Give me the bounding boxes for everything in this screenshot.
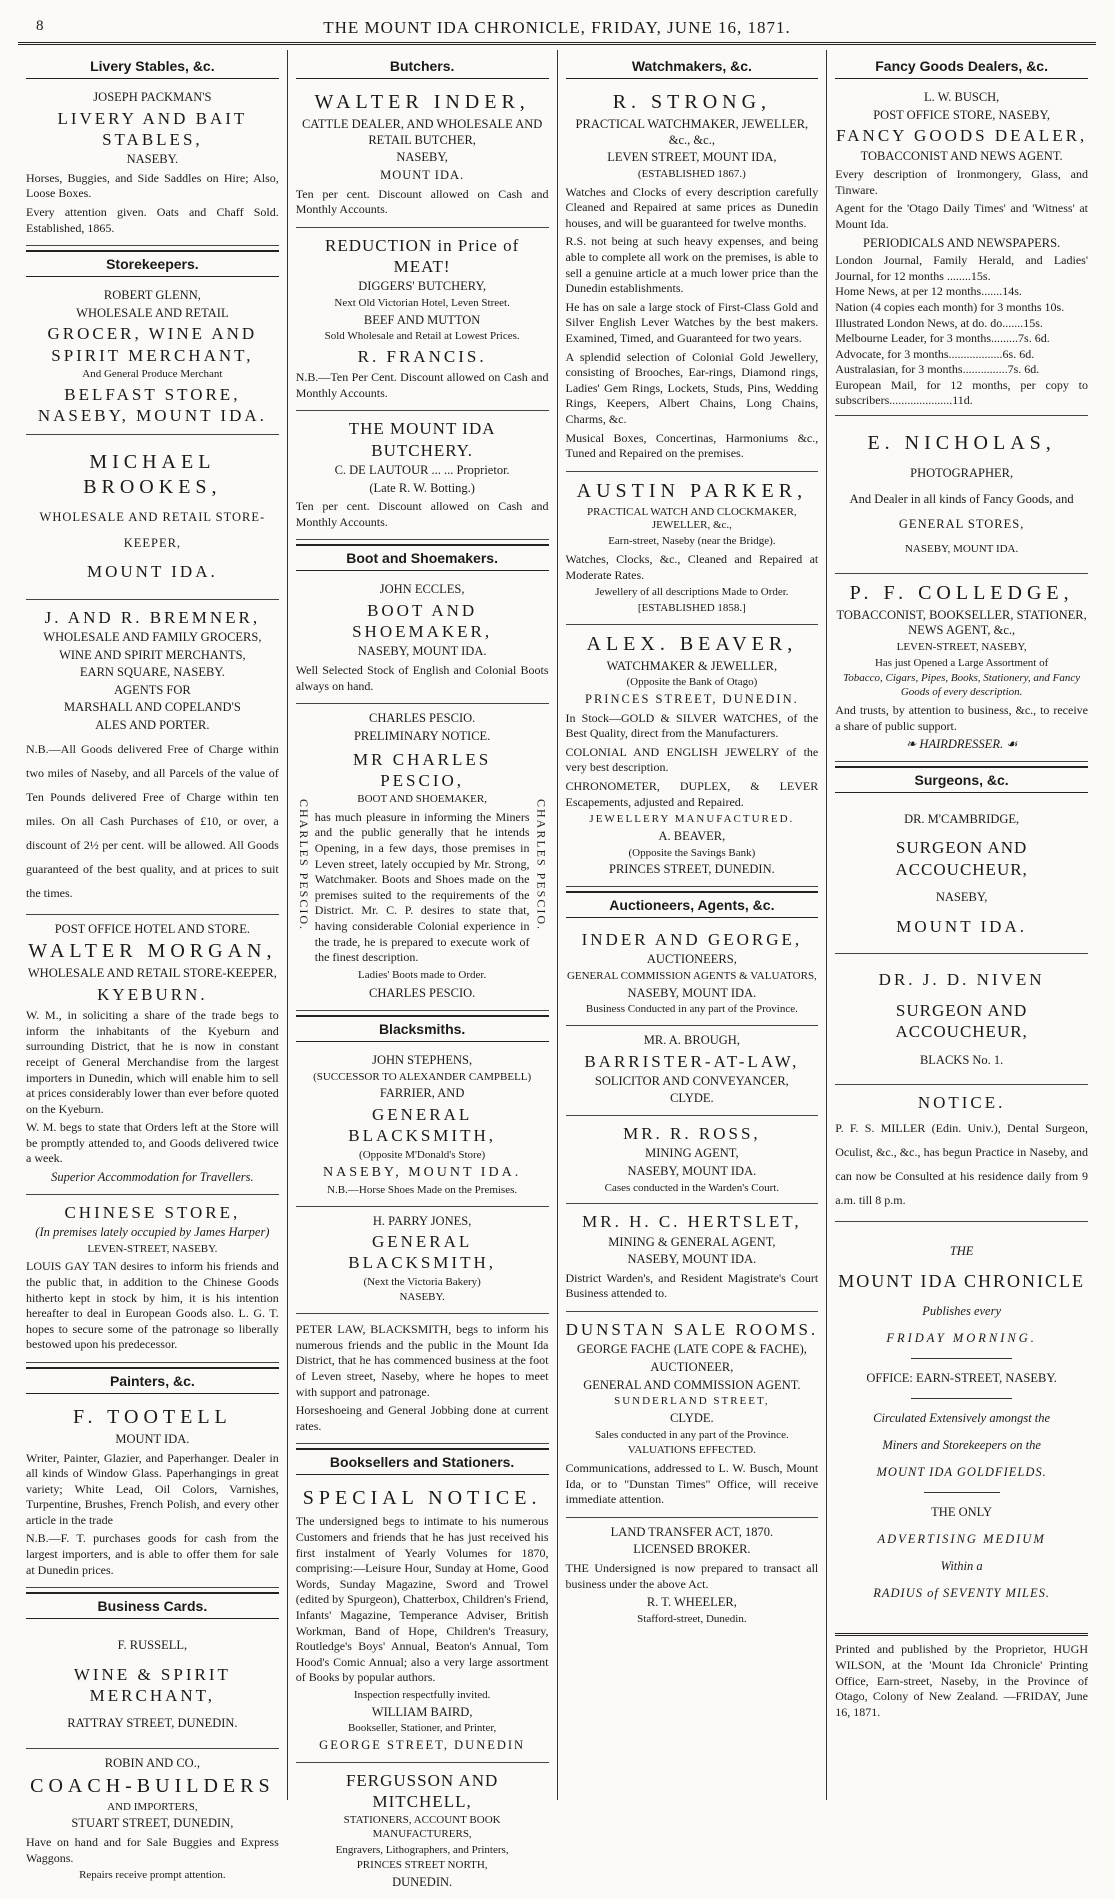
ad-inder-george (566, 922, 819, 1026)
ad-sub: HAIRDRESSER. (919, 737, 1004, 752)
ad-mount-ida-butchery (296, 411, 549, 540)
ad-sub: (ESTABLISHED 1867.) (637, 167, 746, 180)
section-header-boot: Boot and Shoemakers. (296, 544, 549, 571)
ad-sub: FARRIER, AND (379, 1086, 465, 1101)
ad-name: FERGUSSON AND MITCHELL, (345, 1770, 499, 1811)
ad-body: The undersigned begs to intimate to his numerous Customers and friends that he has just received his first instalment of Yearly Volumes for 1870, comprising:—Leisure Hour, Sunday at Home, Good Words, Sunday Magazine, Sword and Trowel (edited by Spurgeon), Chatterbox, Children's Friend, Infants' Magazine, Temperance Adviser, British Workman, Band of Hope, Children's Treasury, Routledge's Boys' Annual, Beaton's Annual, Tom Hood's Comic Annual; also a very large assortment of Books by popular authors. (295, 1514, 549, 1685)
ad-body: Every description of Ironmongery, Glass, and Tinware. (835, 167, 1088, 197)
chronicle-masthead-ad (835, 1222, 1088, 1623)
ad-place: NASEBY, (396, 150, 448, 165)
ad-body: Sales conducted in any part of the Province. (595, 1428, 789, 1441)
ad-name: ROBIN AND CO., (104, 1756, 200, 1770)
ad-body: Have on hand and for Sale Buggies and Express Waggons. (26, 1835, 279, 1865)
ad-sub: BOOT AND SHOEMAKER, (357, 793, 487, 805)
ad-robin (26, 1749, 279, 1891)
ad-sub: Within a (940, 1559, 983, 1574)
ad-sub: TOBACCONIST AND NEWS AGENT. (860, 148, 1063, 163)
ad-name: ALEX. BEAVER, (586, 632, 798, 655)
periodicals-list (835, 253, 1088, 409)
periodical-item: Nation (4 copies each month) for 3 months 10s. (835, 299, 1065, 314)
ad-title: WHOLESALE AND FAMILY GROCERS, (43, 629, 262, 644)
ad-sub: POST OFFICE STORE, NASEBY, (873, 107, 1051, 122)
ad-name: DIGGERS' BUTCHERY, (358, 279, 486, 294)
ad-title: LIVERY AND BAIT STABLES, (57, 108, 248, 149)
ad-title: SURGEON AND ACCOUCHEUR, (895, 838, 1028, 879)
ad-place: LEVEN-STREET, NASEBY. (87, 1242, 218, 1255)
ad-title: CATTLE DEALER, AND WHOLESALE AND RETAIL BUTCHER, (301, 117, 543, 147)
ad-name: R. T. WHEELER, (646, 1595, 737, 1610)
ad-body: Ladies' Boots made to Order. (358, 968, 487, 981)
ad-morgan (26, 915, 279, 1195)
ad-inder (296, 83, 549, 228)
ad-title: WINE & SPIRIT MERCHANT, (73, 1664, 231, 1706)
ad-fergusson-mitchell (296, 1763, 549, 1899)
ad-glenn (26, 281, 279, 435)
ad-place: MOUNT IDA. (87, 562, 218, 582)
ad-niven (835, 954, 1088, 1085)
ad-title: RADIUS of SEVENTY MILES. (873, 1586, 1051, 1601)
ad-name: MOUNT IDA CHRONICLE (838, 1271, 1085, 1292)
imprint: Printed and published by the Proprietor, HUGH WILSON, at the 'Mount Ida Chronicle' Printing Office, Earn-street, Naseby, in the Province of Otago, Colony of New Zealand. —FRIDAY, June 16, 1871. (835, 1633, 1088, 1720)
ad-name: F. TOOTELL (72, 1405, 232, 1428)
ad-title: GROCER, WINE AND SPIRIT MERCHANT, (47, 324, 258, 365)
ad-pescio (296, 704, 549, 1011)
periodical-item: European Mail, for 12 months, per copy to subscribers.....................11d. (835, 377, 1088, 408)
ad-name: JOSEPH PACKMAN'S (93, 90, 212, 104)
pescio-frame (296, 747, 549, 985)
ad-colledge (835, 574, 1088, 762)
ad-sub: Bookseller, Stationer, and Printer, (347, 1722, 497, 1735)
ad-name: J. AND R. BREMNER, (44, 607, 261, 627)
ad-body: W. M. begs to state that Orders left at the Store will be promptly attended to, and Goods delivered twice a week. (26, 1120, 279, 1166)
ad-body: THE Undersigned is now prepared to transact all business under the above Act. (565, 1561, 819, 1591)
ad-name: WILLIAM BAIRD, (371, 1704, 473, 1719)
ad-name: INDER AND GEORGE, (581, 929, 803, 949)
ad-title: STATIONERS, ACCOUNT BOOK MANUFACTURERS, (343, 1814, 501, 1840)
ad-sub: GENERAL COMMISSION AGENTS & VALUATORS, (566, 969, 817, 982)
ad-body: Business Conducted in any part of the Province. (585, 1003, 798, 1016)
ad-title: MINING & GENERAL AGENT, (608, 1234, 776, 1249)
ad-baird (296, 1479, 549, 1762)
ad-title: MOUNT IDA GOLDFIELDS. (876, 1465, 1047, 1480)
ad-body: W. M., in soliciting a share of the trade begs to inform the inhabitants of the Kyeburn and surrounding District, that he is now in constant receipt of General Merchandise from the largest importers in Dunedin, which will enable him to sell at prices considerably lower than ever before quoted on the Kyeburn. (26, 1008, 279, 1116)
ad-title: AUCTIONEER, (650, 1359, 734, 1374)
ad-body: Watches, Clocks, &c., Cleaned and Repaired at Moderate Rates. (565, 551, 819, 582)
ad-place: CLYDE. (670, 1091, 714, 1106)
ad-place: BLACKS No. 1. (919, 1052, 1004, 1067)
ad-packman (26, 83, 279, 246)
ad-body: Every attention given. Oats and Chaff Sold. Established, 1865. (26, 204, 279, 235)
ad-place: GEORGE STREET, DUNEDIN (319, 1738, 526, 1752)
ad-nicholas (835, 416, 1088, 574)
ad-title: PRELIMINARY NOTICE. (353, 728, 491, 743)
flourish-icon: ❧ (905, 737, 917, 752)
section-header-storekeepers: Storekeepers. (26, 250, 279, 277)
section-header-painters: Painters, &c. (26, 1367, 279, 1394)
ad-title: COACH-BUILDERS (30, 1774, 275, 1797)
ad-name: CHARLES PESCIO. (368, 711, 476, 726)
ad-body: N.B.—Horse Shoes Made on the Premises. (327, 1183, 518, 1196)
ad-place: OFFICE: EARN-STREET, NASEBY. (866, 1371, 1057, 1386)
ad-place: NASEBY, MOUNT IDA. (627, 985, 757, 1000)
ad-peter-law (296, 1314, 549, 1444)
section-header-auctioneers: Auctioneers, Agents, &c. (566, 891, 819, 918)
section-header-fancy-goods: Fancy Goods Dealers, &c. (835, 54, 1088, 79)
ad-body: Sold Wholesale and Retail at Lowest Prices. (324, 330, 520, 343)
ad-place: BELFAST STORE, NASEBY, MOUNT IDA. (37, 384, 267, 425)
ad-header: POST OFFICE HOTEL AND STORE. (54, 921, 251, 936)
ad-sub: SOLICITOR AND CONVEYANCER, (594, 1073, 789, 1088)
ad-title: KEEPER, (123, 535, 182, 550)
column-4 (826, 50, 1096, 1800)
ad-body: Agent for the 'Otago Daily Times' and 'Witness' at Mount Ida. (835, 201, 1088, 231)
ad-tootell (26, 1398, 279, 1588)
ad-place: NASEBY, MOUNT IDA. (323, 1165, 522, 1181)
ad-footer: Superior Accommodation for Travellers. (51, 1170, 254, 1185)
ad-title: PHOTOGRAPHER, (910, 466, 1014, 481)
ad-body: He has on sale a large stock of First-Class Gold and Silver English Lever Watches by the best makers. Examined, Timed, and Guaranteed for two years. (565, 299, 819, 345)
ad-body: Repairs receive prompt attention. (79, 1869, 226, 1882)
ad-place: LEVEN STREET, MOUNT IDA, (607, 150, 777, 165)
side-text: CHARLES PESCIO. (296, 799, 311, 932)
ad-sub: And General Produce Merchant (82, 367, 223, 380)
ad-body: Jewellery of all descriptions Made to Order. (595, 586, 789, 599)
ad-body: A splendid selection of Colonial Gold Jewellery, consisting of Brooches, Ear-rings, Diamond rings, Ladies' Gem Rings, Lockets, Studs, Pins, Wedding Rings, Keepers, Albert Chains, Long Chains, Charms, &c. (565, 349, 819, 426)
ad-title: MR CHARLES PESCIO, (353, 749, 492, 790)
ad-title: AUCTIONEERS, (646, 952, 737, 967)
section-header-surgeons: Surgeons, &c. (835, 766, 1088, 793)
periodical-item: Melbourne Leader, for 3 months.........7s. 6d. (835, 331, 1050, 346)
ad-title: FRIDAY MORNING. (886, 1331, 1037, 1346)
ad-title: Engravers, Lithographers, and Printers, (335, 1843, 509, 1856)
ad-body: Writer, Painter, Glazier, and Paperhanger. Dealer in all kinds of Window Glass. Paperhangings in great variety; White Lead, Oil Colors, Varnishes, Turpentine, Brushes, French Polish, and every other article in the trade (26, 1450, 279, 1527)
ad-sub: LICENSED BROKER. (633, 1542, 751, 1557)
ad-strong (566, 83, 819, 472)
ad-body: Horses, Buggies, and Side Saddles on Hire; Also, Loose Boxes. (26, 170, 279, 201)
ad-name: WALTER INDER, (314, 91, 530, 113)
ad-name: AUSTIN PARKER, (576, 479, 808, 502)
ad-place: RATTRAY STREET, DUNEDIN. (67, 1716, 238, 1731)
ad-title: SURGEON AND ACCOUCHEUR, (895, 1001, 1028, 1042)
column-2 (287, 50, 557, 1890)
ad-name: GEORGE FACHE (LATE COPE & FACHE), (576, 1342, 807, 1357)
ad-brookes (26, 435, 279, 600)
ad-title: PERIODICALS AND NEWSPAPERS. (863, 235, 1061, 250)
ad-body: N.B.—F. T. purchases goods for cash from the largest importers, and is able to offer them for sale at Dunedin prices. (26, 1531, 279, 1577)
ad-place: NASEBY. (399, 1291, 445, 1304)
ad-title: WHOLESALE AND RETAIL STORE-KEEPER, (27, 966, 277, 981)
ad-sub: ALES AND PORTER. (95, 718, 210, 732)
ad-russell (26, 1623, 279, 1749)
ad-body: Horseshoeing and General Jobbing done at current rates. (295, 1403, 549, 1433)
ad-title: THE MOUNT IDA BUTCHERY. (348, 419, 496, 460)
ad-name: H. PARRY JONES, (372, 1213, 472, 1228)
ad-busch (835, 83, 1088, 416)
ad-title: GENERAL AND COMMISSION AGENT. (583, 1377, 801, 1392)
ad-title: PRACTICAL WATCH AND CLOCKMAKER, JEWELLER, &c., (587, 505, 797, 532)
ad-name: JOHN ECCLES, (379, 582, 465, 597)
ad-body: Inspection respectfully invited. (353, 1688, 491, 1701)
ad-stephens (296, 1046, 549, 1207)
ad-place: Earn-street, Naseby (near the Bridge). (608, 535, 776, 548)
ad-place: PRINCES STREET, DUNEDIN. (585, 692, 799, 707)
ad-title: WINE AND SPIRIT MERCHANTS, (59, 647, 246, 662)
hairdresser-label (835, 737, 1088, 753)
page-title: THE MOUNT IDA CHRONICLE, FRIDAY, JUNE 16, 1871. (323, 18, 791, 37)
ad-bremner (26, 600, 279, 915)
ad-body: N.B.—Ten Per Cent. Discount allowed on Cash and Monthly Accounts. (295, 370, 549, 400)
ad-place: (Opposite M'Donald's Store) (359, 1148, 486, 1161)
section-header-booksellers: Booksellers and Stationers. (296, 1448, 549, 1475)
ad-title: TOBACCONIST, BOOKSELLER, STATIONER, NEWS AGENT, &c., (836, 607, 1087, 638)
column-1 (18, 50, 287, 1882)
ad-name: DR. J. D. NIVEN (878, 969, 1045, 989)
ad-body: Cases conducted in the Warden's Court. (604, 1181, 780, 1194)
ad-place: (Next the Victoria Bakery) (363, 1275, 481, 1288)
ad-sub: [ESTABLISHED 1858.] (637, 601, 746, 614)
ad-body: And Dealer in all kinds of Fancy Goods, and (849, 491, 1074, 506)
ad-body: GENERAL STORES, (898, 517, 1025, 532)
ad-sign: R. FRANCIS. (357, 346, 487, 366)
ad-parker (566, 472, 819, 625)
section-header-business-cards: Business Cards. (26, 1592, 279, 1619)
ad-body: PETER LAW, BLACKSMITH, begs to inform his numerous friends and the public in the Mount Ida District, that he has commenced business at the foot of Leven street, Naseby, where he hopes to meet with support and patronage. (295, 1322, 549, 1399)
ad-place: NASEBY, MOUNT IDA. (627, 1252, 757, 1267)
ad-place: PRINCES STREET, DUNEDIN. (609, 862, 775, 877)
ad-name: JOHN STEPHENS, (372, 1053, 473, 1068)
ad-name: WALTER MORGAN, (28, 940, 277, 963)
ad-place: NASEBY, MOUNT IDA. (904, 542, 1019, 555)
ad-name: MICHAEL BROOKES, (83, 451, 222, 499)
ad-jones (296, 1207, 549, 1315)
ad-place: DUNEDIN. (392, 1875, 453, 1890)
ad-wheeler (566, 1518, 819, 1635)
ad-body: District Warden's, and Resident Magistrate's Court Business attended to. (565, 1270, 819, 1301)
ad-sub: VALUATIONS EFFECTED. (627, 1444, 756, 1457)
periodical-item: London Journal, Family Herald, and Ladies' Journal, for 12 months ........15s. (835, 253, 1088, 283)
periodical-item: Advocate, for 3 months..................6s. 6d. (835, 346, 1035, 361)
ad-place: NASEBY, MOUNT IDA. (627, 1163, 757, 1178)
ad-title: LAND TRANSFER ACT, 1870. (610, 1524, 774, 1539)
ad-place: PRINCES STREET NORTH, (356, 1859, 488, 1872)
ad-body: Tobacco, Cigars, Pipes, Books, Stationery, and Fancy Goods of every description. (843, 672, 1081, 699)
ad-hertslet (566, 1204, 819, 1312)
ad-eccles (296, 575, 549, 704)
ad-title: WHOLESALE AND RETAIL STORE- (39, 510, 266, 525)
divider (911, 1358, 1012, 1359)
ad-name: C. DE LAUTOUR ... ... Proprietor. (334, 462, 510, 477)
ad-diggers-butchery (296, 228, 549, 412)
divider (911, 1398, 1012, 1399)
periodical-item: Home News, at per 12 months.......14s. (835, 284, 1022, 299)
ad-place: MOUNT IDA. (380, 167, 465, 182)
ad-place: Next Old Victorian Hotel, Leven Street. (334, 296, 510, 309)
ad-place: CLYDE. (670, 1410, 714, 1425)
ad-place: MOUNT IDA. (115, 1431, 190, 1446)
ad-title: MINING AGENT, (645, 1146, 739, 1161)
ad-title: BOOT AND SHOEMAKER, (352, 600, 493, 642)
ad-body: has much pleasure in informing the Miners and the public generally that he intends Opening, in a few days, those premises in Leven street, lately occupied by Mr. Strong, Watchmaker. Boots and Shoes made on the premises suited to the requirements of the District. Mr. C. P. desires to state that, having considerable Colonial experience in the trade, he is prepared to execute work of the finest description. (314, 809, 530, 965)
section-header-butchers: Butchers. (296, 54, 549, 79)
ad-brough (566, 1026, 819, 1116)
ad-name: DR. M'CAMBRIDGE, (904, 811, 1020, 826)
section-header-watchmakers: Watchmakers, &c. (566, 54, 819, 79)
ad-title: GENERAL BLACKSMITH, (348, 1232, 496, 1273)
ad-place: EARN SQUARE, NASEBY. (79, 665, 225, 680)
ad-title: NOTICE. (917, 1093, 1006, 1113)
ad-sub: JEWELLERY MANUFACTURED. (589, 813, 795, 826)
ad-body: COLONIAL AND ENGLISH JEWELRY of the very best description. (565, 744, 819, 775)
page-number: 8 (36, 18, 45, 34)
ad-body: LOUIS GAY TAN desires to inform his friends and the public that, in addition to the Chinese Goods hitherto kept in stock by him, it is his intention hereafter to deal in European Goods also. L. G. T. hopes to secure some of the patronage so liberally bestowed upon his predecessor. (26, 1259, 279, 1352)
ad-sign: A. BEAVER, (658, 828, 726, 843)
ad-body: Ten per cent. Discount allowed on Cash and Monthly Accounts. (295, 499, 549, 529)
section-header-livery: Livery Stables, &c. (26, 54, 279, 79)
ad-place: NASEBY. (126, 152, 179, 167)
ad-body: Miners and Storekeepers on the (882, 1438, 1041, 1453)
divider (924, 1492, 1000, 1493)
ad-body: And trusts, by attention to business, &c., to receive a share of public support. (835, 702, 1088, 733)
ad-sub: AGENTS FOR (114, 682, 191, 697)
ad-body: Watches and Clocks of every description carefully Cleaned and Repaired at same prices as Dunedin houses, and will be guaranteed for twelve months. (565, 184, 819, 230)
ad-name: CHINESE STORE, (64, 1202, 241, 1222)
periodical-item: Australasian, for 3 months...............7s. 6d. (835, 362, 1040, 377)
ad-sub: AND IMPORTERS, (107, 1800, 198, 1813)
ad-beaver (566, 625, 819, 887)
ad-name: R. STRONG, (612, 91, 772, 113)
ad-body: Has just Opened a Large Assortment of (874, 656, 1049, 669)
ad-title: WATCHMAKER & JEWELLER, (606, 658, 778, 673)
ad-place: NASEBY, MOUNT IDA. (357, 644, 487, 659)
ad-place: STUART STREET, DUNEDIN, (71, 1816, 234, 1831)
ad-fache (566, 1312, 819, 1518)
ad-name: L. W. BUSCH, (923, 90, 1000, 104)
ad-title: ADVERTISING MEDIUM (877, 1532, 1046, 1547)
ad-title: DUNSTAN SALE ROOMS. (565, 1320, 819, 1340)
ad-body: CHRONOMETER, DUPLEX, & LEVER Escapements, adjusted and Repaired. (565, 779, 819, 809)
ad-sub: THE (949, 1244, 974, 1259)
ad-name: ROBERT GLENN, (103, 288, 201, 303)
ad-body: Communications, addressed to L. W. Busch, Mount Ida, or to "Dunstan Times" Office, will receive immediate attention. (565, 1461, 819, 1507)
ad-sub: MARSHALL AND COPELAND'S (63, 700, 241, 715)
ad-title: SPECIAL NOTICE. (302, 1487, 542, 1510)
ad-sub: (Late R. W. Botting.) (369, 480, 475, 495)
page-header (18, 12, 1096, 45)
ad-mcambridge (835, 797, 1088, 954)
ad-title: WHOLESALE AND RETAIL (76, 305, 229, 320)
ad-name: MR. H. C. HERTSLET, (582, 1212, 802, 1232)
ad-miller (835, 1085, 1088, 1222)
ad-title: BARRISTER-AT-LAW, (584, 1051, 800, 1071)
ad-place: SUNDERLAND STREET, (614, 1395, 770, 1408)
ad-place: MOUNT IDA. (896, 916, 1027, 936)
ad-place: NASEBY, (935, 889, 988, 904)
ad-name: MR. R. ROSS, (623, 1124, 761, 1144)
ad-sub: BEEF AND MUTTON (363, 312, 481, 327)
column-3 (557, 50, 827, 1800)
ad-sub: Publishes every (922, 1304, 1002, 1319)
ad-place: KYEBURN. (97, 984, 208, 1004)
ad-body: Circulated Extensively amongst the (873, 1411, 1051, 1426)
ad-sub: (SUCCESSOR TO ALEXANDER CAMPBELL) (313, 1070, 532, 1083)
ad-sign: CHARLES PESCIO. (368, 986, 476, 1001)
ad-name: P. F. COLLEDGE, (849, 581, 1074, 604)
ad-name: F. RUSSELL, (117, 1638, 188, 1653)
ad-name: E. NICHOLAS, (867, 432, 1056, 455)
ad-body: N.B.—All Goods delivered Free of Charge within two miles of Naseby, and all Parcels of the value of Ten Pounds delivered Free of Charge within ten miles. On all Cash Purchases of £10, or over, a discount of 2½ per cent. will be allowed. All Goods guaranteed of the best quality, and at prices to suit the times. (26, 741, 279, 900)
ad-place: (Opposite the Bank of Otago) (626, 676, 758, 689)
ad-body: Well Selected Stock of English and Colonial Boots always on hand. (295, 663, 549, 693)
ad-body: Ten per cent. Discount allowed on Cash and Monthly Accounts. (295, 186, 549, 217)
ad-body: P. F. S. MILLER (Edin. Univ.), Dental Surgeon, Oculist, &c., &c., has begun Practice in Naseby, and can now be Consulted at his residence daily from 9 a.m. till 8 p.m. (835, 1121, 1088, 1208)
ad-body: Musical Boxes, Concertinas, Harmoniums &c., Tuned and Repaired on the premises. (565, 430, 819, 461)
ad-place: LEVEN-STREET, NASEBY, (896, 640, 1027, 653)
flourish-icon: ☙ (1006, 737, 1018, 752)
ad-title: REDUCTION in Price of MEAT! (324, 235, 520, 276)
ad-body: In Stock—GOLD & SILVER WATCHES, of the Best Quality, direct from the Manufacturers. (565, 710, 819, 741)
ad-sub: THE ONLY (931, 1505, 993, 1520)
ad-chinese-store (26, 1195, 279, 1363)
ad-title: GENERAL BLACKSMITH, (348, 1105, 496, 1146)
ad-sub: (In premises lately occupied by James Harper) (35, 1224, 270, 1239)
ad-place: Stafford-street, Dunedin. (637, 1612, 747, 1625)
section-header-blacksmiths: Blacksmiths. (296, 1015, 549, 1042)
ad-place: (Opposite the Savings Bank) (628, 846, 756, 859)
ad-body: R.S. not being at such heavy expenses, and being able to complete all work on the premises, is able to sell a genuine article at a much lower price than the Dunedin establishments. (565, 234, 819, 296)
ad-ross (566, 1116, 819, 1204)
periodical-item: Illustrated London News, at do. do.......15s. (835, 315, 1043, 330)
ad-title: FANCY GOODS DEALER, (836, 126, 1088, 146)
side-text: CHARLES PESCIO. (534, 799, 549, 932)
ad-name: MR. A. BROUGH, (643, 1032, 740, 1047)
ad-title: PRACTICAL WATCHMAKER, JEWELLER, &c., &c., (575, 117, 809, 147)
